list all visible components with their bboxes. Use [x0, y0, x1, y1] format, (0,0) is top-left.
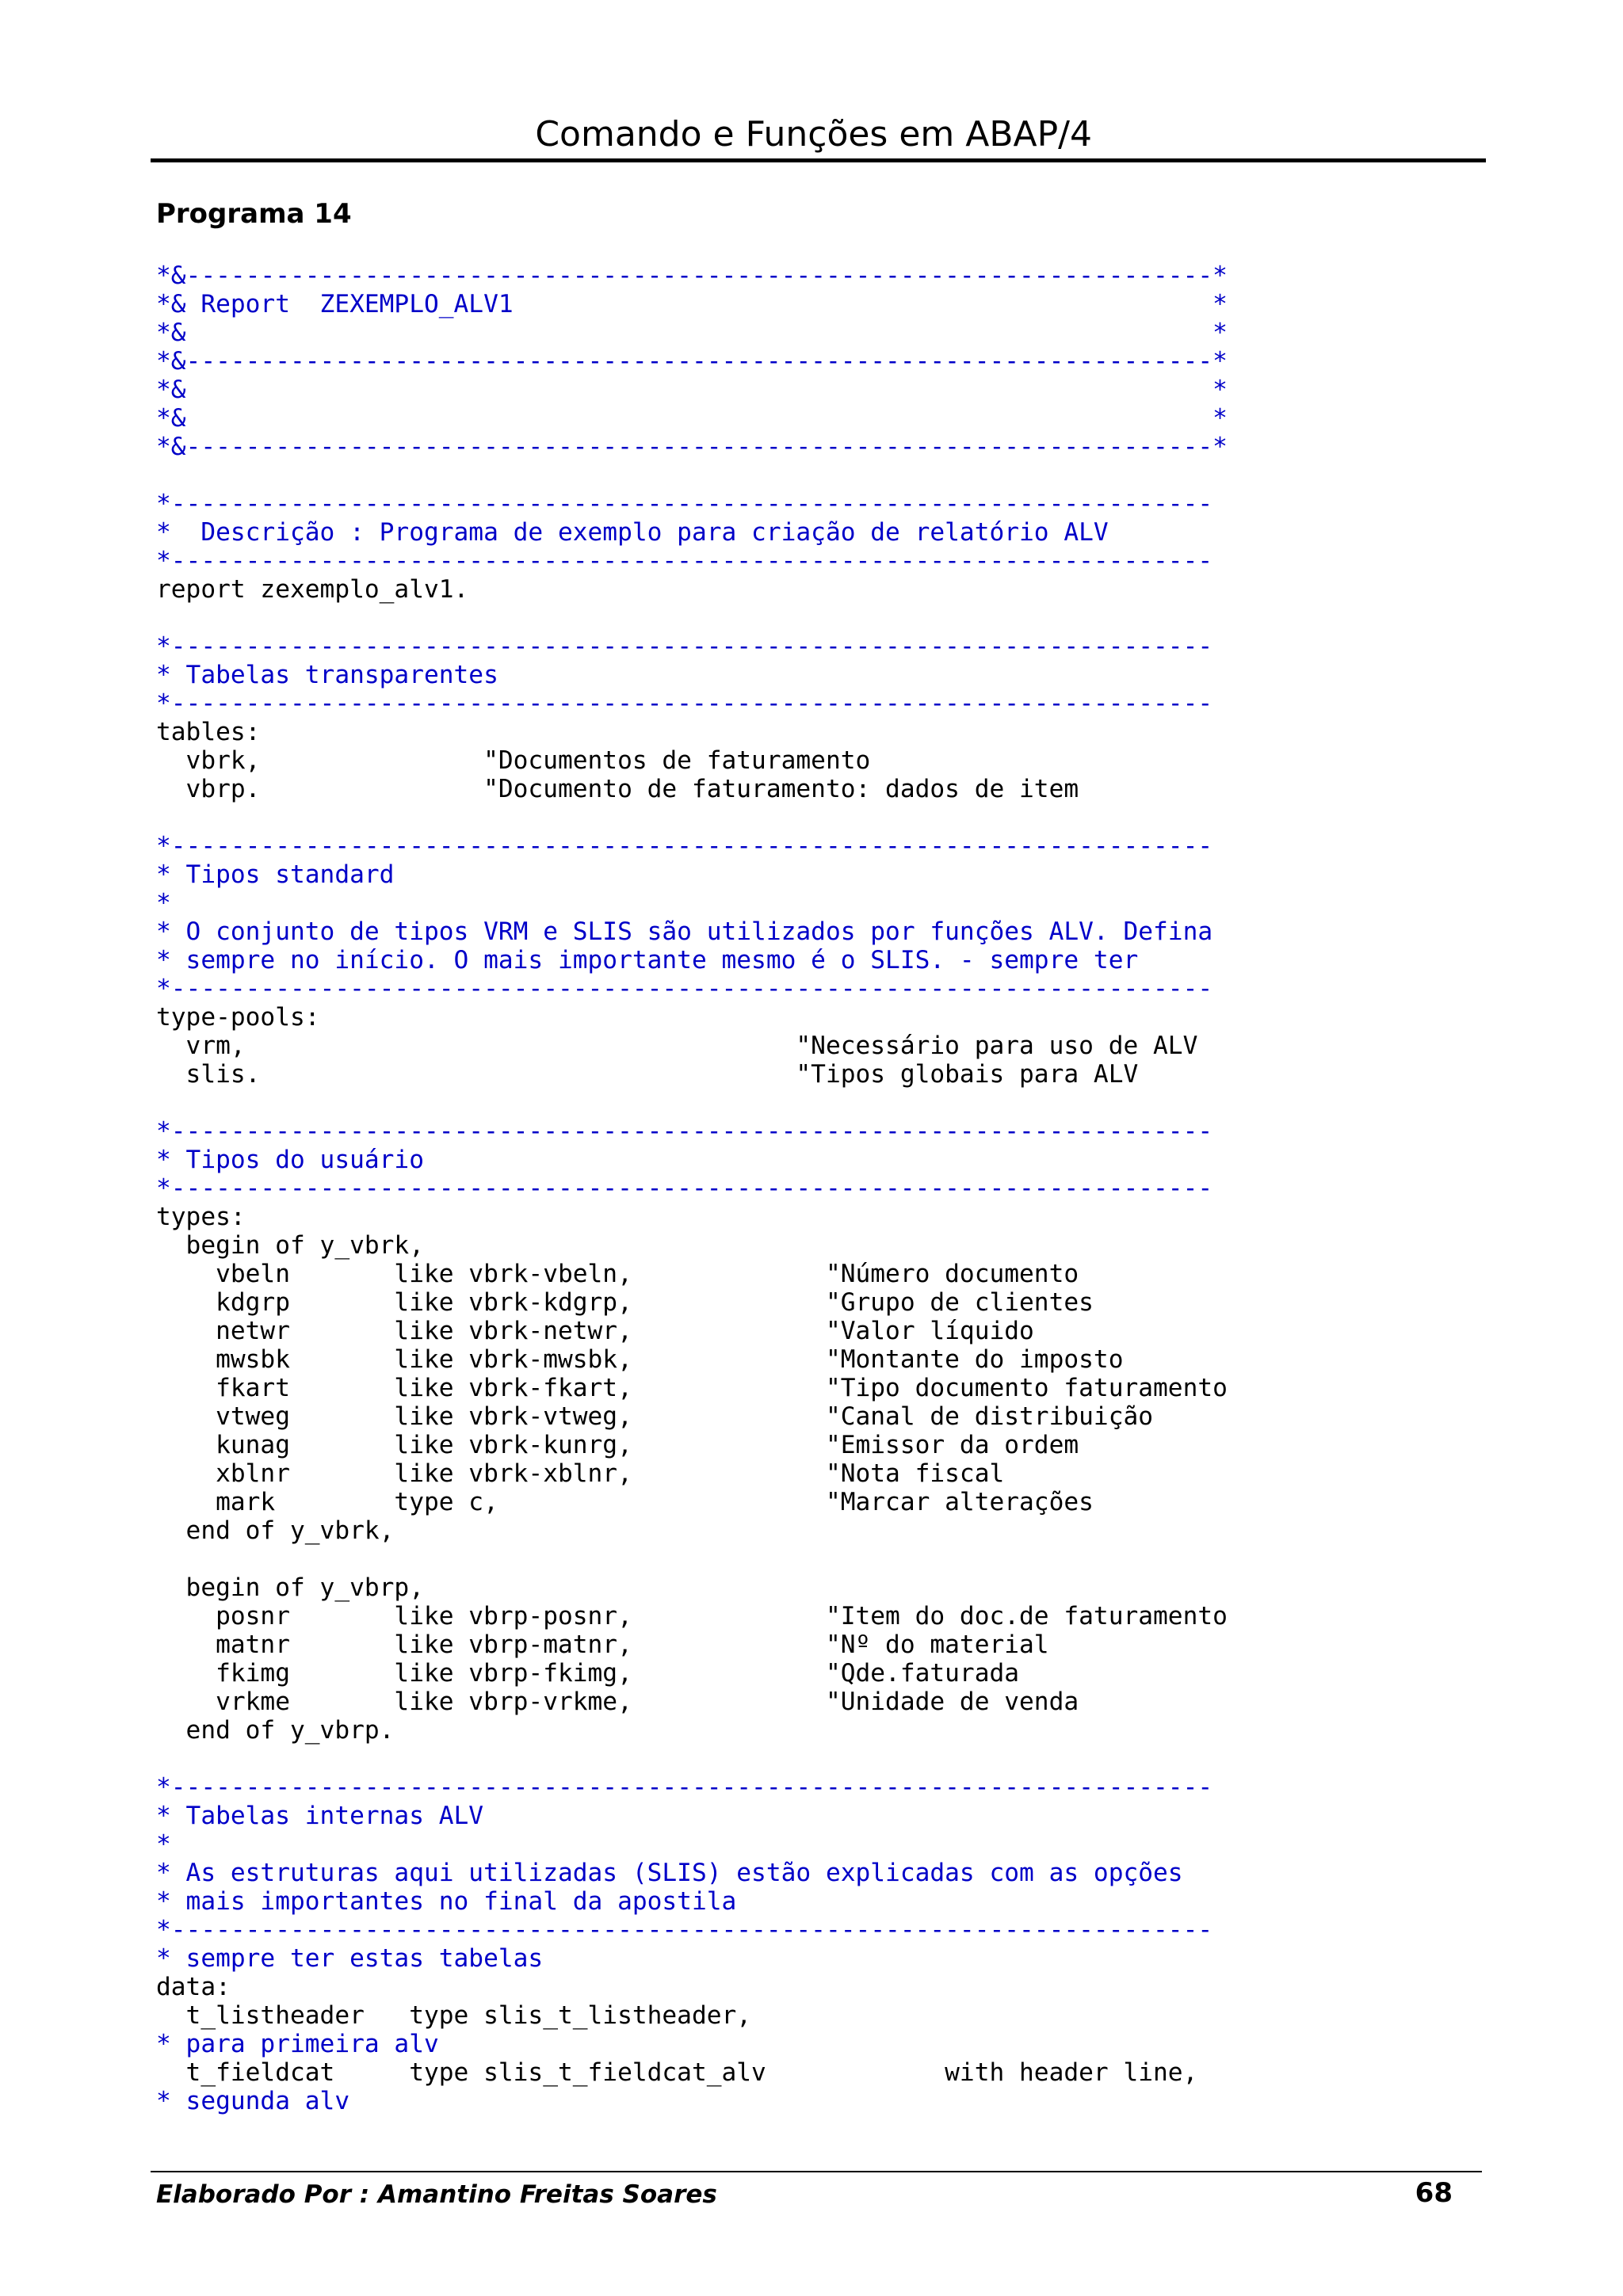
code-comment-line: *& * [156, 318, 1228, 347]
code-line: t_listheader type slis_t_listheader, [156, 2001, 752, 2030]
code-line: types: [156, 1203, 246, 1231]
footer-rule [151, 2171, 1482, 2172]
code-line: report zexemplo_alv1. [156, 575, 469, 604]
code-comment-line: * Descrição : Programa de exemplo para criação de relatório ALV [156, 518, 1109, 547]
code-comment-line: *& * [156, 376, 1228, 404]
code-comment-line: * segunda alv [156, 2087, 350, 2115]
code-line: xblnr like vbrk-xblnr, "Nota fiscal [156, 1459, 1005, 1488]
code-comment-line: *---------------------------------------------------------------------- [156, 832, 1213, 860]
code-comment-line: * O conjunto de tipos VRM e SLIS são utilizados por funções ALV. Defina [156, 917, 1213, 946]
code-comment-line: * Tipos standard [156, 860, 395, 889]
code-comment-line: *---------------------------------------------------------------------- [156, 1117, 1213, 1146]
code-line: posnr like vbrp-posnr, "Item do doc.de faturamento [156, 1602, 1228, 1630]
code-line: fkimg like vbrp-fkimg, "Qde.faturada [156, 1659, 1020, 1688]
code-comment-line: *& Report ZEXEMPLO_ALV1 * [156, 290, 1228, 318]
code-line: vtweg like vbrk-vtweg, "Canal de distribuição [156, 1402, 1154, 1431]
code-line [156, 461, 1228, 490]
code-comment-line: *& * [156, 404, 1228, 433]
code-line: netwr like vbrk-netwr, "Valor líquido [156, 1317, 1034, 1345]
code-comment-line: *---------------------------------------------------------------------- [156, 689, 1213, 718]
code-comment-line: *---------------------------------------------------------------------- [156, 547, 1213, 575]
code-line [156, 604, 1228, 632]
code-comment-line: *---------------------------------------------------------------------- [156, 1174, 1213, 1203]
code-line: matnr like vbrp-matnr, "Nº do material [156, 1630, 1049, 1659]
code-comment-line: *---------------------------------------------------------------------- [156, 490, 1213, 518]
page-header-title: Comando e Funções em ABAP/4 [535, 114, 1092, 154]
code-comment-line: * As estruturas aqui utilizadas (SLIS) estão explicadas com as opções [156, 1859, 1183, 1887]
code-comment-line: *---------------------------------------------------------------------- [156, 632, 1213, 661]
code-line: kunag like vbrk-kunrg, "Emissor da ordem [156, 1431, 1079, 1459]
code-comment-line: *&---------------------------------------------------------------------* [156, 347, 1228, 376]
footer-author: Elaborado Por : Amantino Freitas Soares [156, 2180, 717, 2209]
page-number: 68 [1415, 2177, 1453, 2209]
code-line: begin of y_vbrk, [156, 1231, 424, 1260]
code-comment-line: *&---------------------------------------------------------------------* [156, 261, 1228, 290]
header-rule [151, 158, 1486, 162]
code-line: begin of y_vbrp, [156, 1573, 424, 1602]
code-comment-line: * para primeira alv [156, 2030, 439, 2058]
code-line [156, 803, 1228, 832]
code-comment-line: *---------------------------------------------------------------------- [156, 1773, 1213, 1802]
code-line: vbrk, "Documentos de faturamento [156, 746, 871, 775]
code-comment-line: * mais importantes no final da apostila [156, 1887, 737, 1916]
code-comment-line: * Tabelas transparentes [156, 661, 498, 689]
code-comment-line: *---------------------------------------------------------------------- [156, 974, 1213, 1003]
code-line: vbeln like vbrk-vbeln, "Número documento [156, 1260, 1079, 1288]
code-line: vrkme like vbrp-vrkme, "Unidade de venda [156, 1688, 1079, 1716]
code-comment-line: * sempre ter estas tabelas [156, 1944, 544, 1973]
code-line: mwsbk like vbrk-mwsbk, "Montante do imposto [156, 1345, 1124, 1374]
code-line [156, 1089, 1228, 1117]
code-comment-line: * [156, 889, 171, 917]
code-line: slis. "Tipos globais para ALV [156, 1060, 1139, 1089]
code-line: vrm, "Necessário para uso de ALV [156, 1032, 1198, 1060]
code-line: mark type c, "Marcar alterações [156, 1488, 1094, 1516]
code-line: end of y_vbrp. [156, 1716, 395, 1745]
code-line: t_fieldcat type slis_t_fieldcat_alv with header line, [156, 2058, 1198, 2087]
code-line: data: [156, 1973, 231, 2001]
code-line: type-pools: [156, 1003, 320, 1032]
code-comment-line: * Tabelas internas ALV [156, 1802, 484, 1830]
program-title: Programa 14 [156, 198, 352, 230]
code-comment-line: *---------------------------------------------------------------------- [156, 1916, 1213, 1944]
code-comment-line: *&---------------------------------------------------------------------* [156, 433, 1228, 461]
code-line: vbrp. "Documento de faturamento: dados de item [156, 775, 1079, 803]
code-line: kdgrp like vbrk-kdgrp, "Grupo de clientes [156, 1288, 1094, 1317]
code-line [156, 1545, 1228, 1573]
code-listing [156, 261, 1228, 2115]
code-line: tables: [156, 718, 261, 746]
code-line: end of y_vbrk, [156, 1516, 395, 1545]
code-line [156, 1745, 1228, 1773]
code-comment-line: * sempre no início. O mais importante mesmo é o SLIS. - sempre ter [156, 946, 1139, 974]
code-line: fkart like vbrk-fkart, "Tipo documento faturamento [156, 1374, 1228, 1402]
code-comment-line: * [156, 1830, 171, 1859]
code-comment-line: * Tipos do usuário [156, 1146, 424, 1174]
